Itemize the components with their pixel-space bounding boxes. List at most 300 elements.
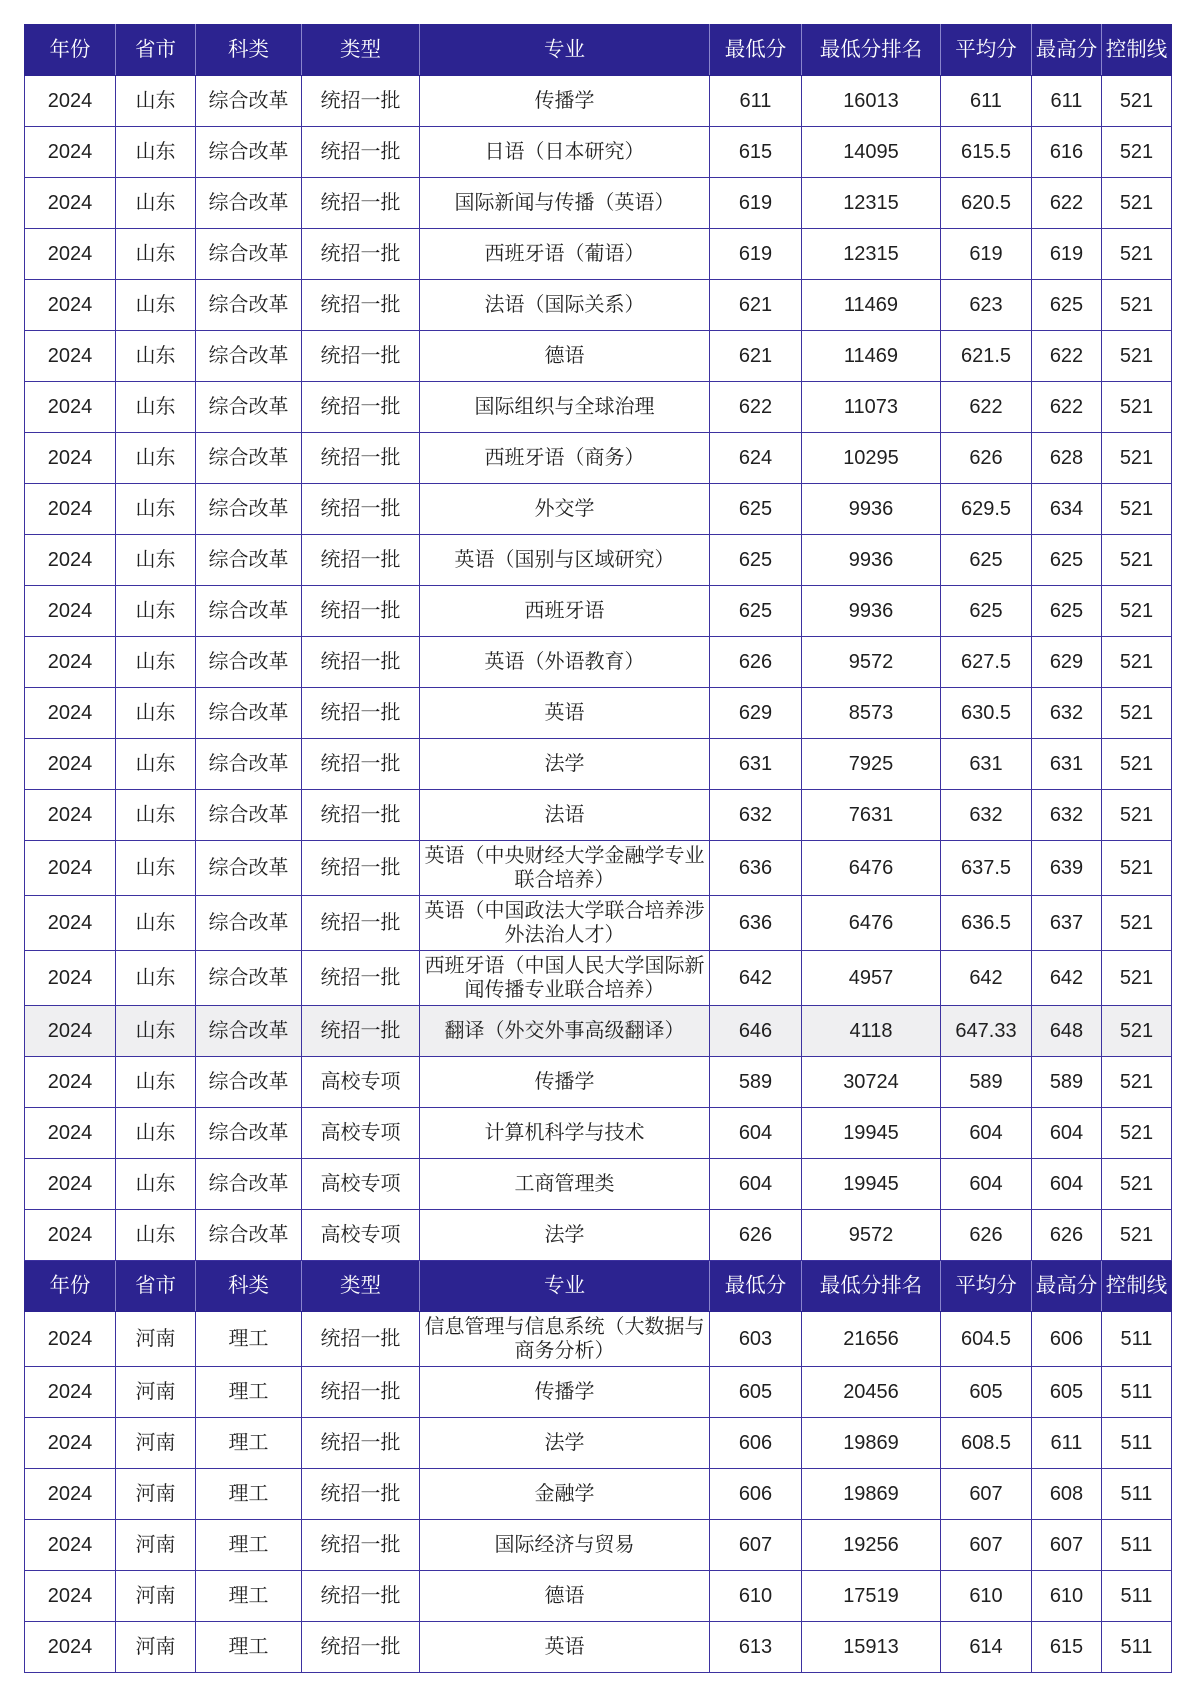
cell-province: 山东 xyxy=(116,433,196,484)
column-header-control-line: 控制线 xyxy=(1102,1261,1172,1312)
cell-min-rank: 19869 xyxy=(802,1469,941,1520)
cell-control-line: 521 xyxy=(1102,841,1172,896)
cell-min-score: 621 xyxy=(710,280,802,331)
cell-major: 翻译（外交外事高级翻译） xyxy=(420,1006,710,1057)
cell-control-line: 521 xyxy=(1102,586,1172,637)
cell-year: 2024 xyxy=(25,1006,116,1057)
table-row xyxy=(25,586,1172,637)
cell-category: 综合改革 xyxy=(196,382,302,433)
cell-major: 传播学 xyxy=(420,1367,710,1418)
cell-min-score: 606 xyxy=(710,1469,802,1520)
table-row xyxy=(25,535,1172,586)
cell-major: 国际新闻与传播（英语） xyxy=(420,178,710,229)
column-header-min-score: 最低分 xyxy=(710,1261,802,1312)
cell-control-line: 521 xyxy=(1102,951,1172,1006)
cell-control-line: 521 xyxy=(1102,229,1172,280)
cell-batch-type: 统招一批 xyxy=(302,1367,420,1418)
cell-min-score: 605 xyxy=(710,1367,802,1418)
cell-max-score: 615 xyxy=(1032,1622,1102,1673)
cell-batch-type: 高校专项 xyxy=(302,1057,420,1108)
cell-category: 综合改革 xyxy=(196,586,302,637)
cell-min-rank: 14095 xyxy=(802,127,941,178)
cell-avg-score: 614 xyxy=(941,1622,1032,1673)
cell-max-score: 616 xyxy=(1032,127,1102,178)
cell-batch-type: 高校专项 xyxy=(302,1210,420,1261)
admission-score-table xyxy=(24,24,1172,1673)
cell-year: 2024 xyxy=(25,178,116,229)
cell-major: 计算机科学与技术 xyxy=(420,1108,710,1159)
cell-max-score: 611 xyxy=(1032,76,1102,127)
column-header-year: 年份 xyxy=(25,25,116,76)
cell-avg-score: 637.5 xyxy=(941,841,1032,896)
cell-major: 西班牙语（葡语） xyxy=(420,229,710,280)
column-header-major: 专业 xyxy=(420,1261,710,1312)
cell-year: 2024 xyxy=(25,1571,116,1622)
cell-min-score: 610 xyxy=(710,1571,802,1622)
table-row xyxy=(25,1159,1172,1210)
cell-avg-score: 630.5 xyxy=(941,688,1032,739)
cell-batch-type: 统招一批 xyxy=(302,76,420,127)
cell-major: 法学 xyxy=(420,1418,710,1469)
cell-category: 综合改革 xyxy=(196,127,302,178)
cell-year: 2024 xyxy=(25,1622,116,1673)
cell-min-score: 642 xyxy=(710,951,802,1006)
cell-max-score: 610 xyxy=(1032,1571,1102,1622)
cell-province: 山东 xyxy=(116,739,196,790)
cell-batch-type: 统招一批 xyxy=(302,178,420,229)
cell-year: 2024 xyxy=(25,76,116,127)
cell-control-line: 521 xyxy=(1102,280,1172,331)
table-row xyxy=(25,484,1172,535)
cell-category: 理工 xyxy=(196,1469,302,1520)
cell-control-line: 521 xyxy=(1102,637,1172,688)
cell-year: 2024 xyxy=(25,896,116,951)
cell-max-score: 632 xyxy=(1032,688,1102,739)
cell-avg-score: 605 xyxy=(941,1367,1032,1418)
cell-min-rank: 10295 xyxy=(802,433,941,484)
column-header-avg-score: 平均分 xyxy=(941,25,1032,76)
cell-major: 信息管理与信息系统（大数据与商务分析） xyxy=(420,1312,710,1367)
cell-major: 德语 xyxy=(420,1571,710,1622)
cell-major: 传播学 xyxy=(420,76,710,127)
cell-year: 2024 xyxy=(25,841,116,896)
cell-control-line: 521 xyxy=(1102,1159,1172,1210)
cell-control-line: 521 xyxy=(1102,896,1172,951)
table-row xyxy=(25,229,1172,280)
table-row xyxy=(25,688,1172,739)
cell-category: 综合改革 xyxy=(196,331,302,382)
cell-min-rank: 20456 xyxy=(802,1367,941,1418)
table-row xyxy=(25,331,1172,382)
cell-max-score: 629 xyxy=(1032,637,1102,688)
cell-year: 2024 xyxy=(25,484,116,535)
cell-category: 综合改革 xyxy=(196,951,302,1006)
cell-control-line: 521 xyxy=(1102,739,1172,790)
cell-batch-type: 统招一批 xyxy=(302,382,420,433)
cell-avg-score: 615.5 xyxy=(941,127,1032,178)
cell-province: 山东 xyxy=(116,280,196,331)
cell-province: 山东 xyxy=(116,127,196,178)
cell-avg-score: 589 xyxy=(941,1057,1032,1108)
cell-min-score: 613 xyxy=(710,1622,802,1673)
cell-min-score: 604 xyxy=(710,1108,802,1159)
cell-control-line: 511 xyxy=(1102,1622,1172,1673)
column-header-avg-score: 平均分 xyxy=(941,1261,1032,1312)
table-header-row xyxy=(25,25,1172,76)
cell-year: 2024 xyxy=(25,790,116,841)
cell-province: 河南 xyxy=(116,1418,196,1469)
cell-province: 山东 xyxy=(116,1006,196,1057)
cell-province: 山东 xyxy=(116,178,196,229)
cell-min-rank: 19945 xyxy=(802,1159,941,1210)
cell-min-score: 606 xyxy=(710,1418,802,1469)
cell-province: 山东 xyxy=(116,841,196,896)
cell-batch-type: 统招一批 xyxy=(302,1469,420,1520)
cell-control-line: 511 xyxy=(1102,1469,1172,1520)
cell-min-rank: 9936 xyxy=(802,484,941,535)
cell-min-score: 636 xyxy=(710,896,802,951)
cell-min-rank: 8573 xyxy=(802,688,941,739)
cell-major: 德语 xyxy=(420,331,710,382)
cell-province: 山东 xyxy=(116,1108,196,1159)
cell-min-score: 603 xyxy=(710,1312,802,1367)
cell-province: 山东 xyxy=(116,229,196,280)
cell-max-score: 605 xyxy=(1032,1367,1102,1418)
cell-min-score: 625 xyxy=(710,484,802,535)
table-row xyxy=(25,1312,1172,1367)
cell-province: 山东 xyxy=(116,484,196,535)
cell-category: 综合改革 xyxy=(196,790,302,841)
table-section xyxy=(25,1261,1172,1673)
cell-batch-type: 统招一批 xyxy=(302,896,420,951)
cell-control-line: 521 xyxy=(1102,76,1172,127)
cell-min-score: 611 xyxy=(710,76,802,127)
column-header-min-score: 最低分 xyxy=(710,25,802,76)
cell-category: 理工 xyxy=(196,1312,302,1367)
cell-min-score: 625 xyxy=(710,586,802,637)
cell-min-rank: 17519 xyxy=(802,1571,941,1622)
cell-province: 山东 xyxy=(116,688,196,739)
cell-province: 河南 xyxy=(116,1520,196,1571)
cell-year: 2024 xyxy=(25,1210,116,1261)
cell-min-rank: 19256 xyxy=(802,1520,941,1571)
cell-batch-type: 统招一批 xyxy=(302,1006,420,1057)
cell-max-score: 622 xyxy=(1032,382,1102,433)
cell-min-rank: 7631 xyxy=(802,790,941,841)
cell-avg-score: 625 xyxy=(941,586,1032,637)
cell-min-rank: 9936 xyxy=(802,535,941,586)
cell-major: 英语（中国政法大学联合培养涉外法治人才） xyxy=(420,896,710,951)
cell-major: 英语 xyxy=(420,688,710,739)
cell-max-score: 604 xyxy=(1032,1159,1102,1210)
cell-year: 2024 xyxy=(25,1159,116,1210)
cell-major: 英语（外语教育） xyxy=(420,637,710,688)
cell-min-rank: 6476 xyxy=(802,841,941,896)
cell-control-line: 521 xyxy=(1102,1006,1172,1057)
cell-min-score: 624 xyxy=(710,433,802,484)
cell-batch-type: 统招一批 xyxy=(302,586,420,637)
cell-min-rank: 6476 xyxy=(802,896,941,951)
cell-batch-type: 统招一批 xyxy=(302,433,420,484)
cell-category: 综合改革 xyxy=(196,1108,302,1159)
cell-province: 山东 xyxy=(116,896,196,951)
cell-control-line: 521 xyxy=(1102,535,1172,586)
cell-category: 综合改革 xyxy=(196,178,302,229)
cell-min-rank: 11073 xyxy=(802,382,941,433)
cell-avg-score: 623 xyxy=(941,280,1032,331)
cell-category: 综合改革 xyxy=(196,229,302,280)
cell-avg-score: 647.33 xyxy=(941,1006,1032,1057)
cell-year: 2024 xyxy=(25,739,116,790)
cell-batch-type: 统招一批 xyxy=(302,535,420,586)
table-row xyxy=(25,1210,1172,1261)
cell-category: 理工 xyxy=(196,1571,302,1622)
cell-max-score: 648 xyxy=(1032,1006,1102,1057)
cell-category: 综合改革 xyxy=(196,896,302,951)
cell-batch-type: 高校专项 xyxy=(302,1108,420,1159)
table-row xyxy=(25,739,1172,790)
cell-year: 2024 xyxy=(25,535,116,586)
table-row xyxy=(25,76,1172,127)
table-row xyxy=(25,1108,1172,1159)
table-row xyxy=(25,896,1172,951)
table-section xyxy=(25,25,1172,1261)
cell-control-line: 521 xyxy=(1102,433,1172,484)
cell-batch-type: 统招一批 xyxy=(302,1312,420,1367)
cell-major: 法语（国际关系） xyxy=(420,280,710,331)
cell-category: 综合改革 xyxy=(196,688,302,739)
cell-avg-score: 611 xyxy=(941,76,1032,127)
cell-control-line: 521 xyxy=(1102,484,1172,535)
cell-min-score: 632 xyxy=(710,790,802,841)
cell-max-score: 589 xyxy=(1032,1057,1102,1108)
cell-major: 法语 xyxy=(420,790,710,841)
cell-max-score: 626 xyxy=(1032,1210,1102,1261)
cell-min-rank: 19945 xyxy=(802,1108,941,1159)
cell-major: 西班牙语（商务） xyxy=(420,433,710,484)
cell-major: 国际经济与贸易 xyxy=(420,1520,710,1571)
cell-category: 综合改革 xyxy=(196,841,302,896)
cell-major: 法学 xyxy=(420,739,710,790)
cell-min-score: 625 xyxy=(710,535,802,586)
cell-major: 外交学 xyxy=(420,484,710,535)
cell-avg-score: 619 xyxy=(941,229,1032,280)
cell-avg-score: 625 xyxy=(941,535,1032,586)
cell-max-score: 632 xyxy=(1032,790,1102,841)
cell-province: 山东 xyxy=(116,331,196,382)
cell-major: 西班牙语 xyxy=(420,586,710,637)
cell-min-rank: 12315 xyxy=(802,229,941,280)
table-row xyxy=(25,1469,1172,1520)
cell-major: 工商管理类 xyxy=(420,1159,710,1210)
cell-major: 传播学 xyxy=(420,1057,710,1108)
cell-batch-type: 统招一批 xyxy=(302,331,420,382)
cell-province: 河南 xyxy=(116,1469,196,1520)
cell-min-score: 604 xyxy=(710,1159,802,1210)
cell-year: 2024 xyxy=(25,1312,116,1367)
cell-avg-score: 629.5 xyxy=(941,484,1032,535)
cell-batch-type: 统招一批 xyxy=(302,484,420,535)
column-header-max-score: 最高分 xyxy=(1032,25,1102,76)
cell-avg-score: 604 xyxy=(941,1108,1032,1159)
table-row xyxy=(25,280,1172,331)
cell-min-score: 636 xyxy=(710,841,802,896)
cell-min-rank: 30724 xyxy=(802,1057,941,1108)
cell-max-score: 607 xyxy=(1032,1520,1102,1571)
cell-province: 河南 xyxy=(116,1571,196,1622)
cell-max-score: 622 xyxy=(1032,178,1102,229)
column-header-category: 科类 xyxy=(196,25,302,76)
cell-min-score: 626 xyxy=(710,637,802,688)
cell-batch-type: 高校专项 xyxy=(302,1159,420,1210)
cell-min-rank: 9572 xyxy=(802,1210,941,1261)
cell-max-score: 622 xyxy=(1032,331,1102,382)
cell-avg-score: 632 xyxy=(941,790,1032,841)
cell-province: 山东 xyxy=(116,790,196,841)
cell-avg-score: 620.5 xyxy=(941,178,1032,229)
cell-avg-score: 636.5 xyxy=(941,896,1032,951)
cell-min-rank: 7925 xyxy=(802,739,941,790)
cell-min-rank: 16013 xyxy=(802,76,941,127)
table-row xyxy=(25,1418,1172,1469)
table-row xyxy=(25,790,1172,841)
cell-control-line: 521 xyxy=(1102,1108,1172,1159)
cell-category: 综合改革 xyxy=(196,739,302,790)
cell-batch-type: 统招一批 xyxy=(302,688,420,739)
table-row xyxy=(25,127,1172,178)
cell-control-line: 511 xyxy=(1102,1367,1172,1418)
column-header-major: 专业 xyxy=(420,25,710,76)
table-row xyxy=(25,951,1172,1006)
column-header-max-score: 最高分 xyxy=(1032,1261,1102,1312)
cell-min-score: 626 xyxy=(710,1210,802,1261)
cell-year: 2024 xyxy=(25,127,116,178)
cell-min-score: 646 xyxy=(710,1006,802,1057)
cell-control-line: 521 xyxy=(1102,178,1172,229)
cell-category: 综合改革 xyxy=(196,1006,302,1057)
cell-batch-type: 统招一批 xyxy=(302,739,420,790)
cell-year: 2024 xyxy=(25,1418,116,1469)
cell-min-rank: 21656 xyxy=(802,1312,941,1367)
cell-batch-type: 统招一批 xyxy=(302,1520,420,1571)
column-header-min-rank: 最低分排名 xyxy=(802,25,941,76)
cell-max-score: 604 xyxy=(1032,1108,1102,1159)
cell-category: 综合改革 xyxy=(196,484,302,535)
cell-max-score: 634 xyxy=(1032,484,1102,535)
cell-control-line: 511 xyxy=(1102,1571,1172,1622)
cell-batch-type: 统招一批 xyxy=(302,790,420,841)
cell-year: 2024 xyxy=(25,280,116,331)
cell-batch-type: 统招一批 xyxy=(302,1418,420,1469)
column-header-batch-type: 类型 xyxy=(302,25,420,76)
column-header-min-rank: 最低分排名 xyxy=(802,1261,941,1312)
cell-province: 山东 xyxy=(116,535,196,586)
cell-major: 国际组织与全球治理 xyxy=(420,382,710,433)
cell-min-rank: 4118 xyxy=(802,1006,941,1057)
cell-province: 山东 xyxy=(116,76,196,127)
cell-max-score: 631 xyxy=(1032,739,1102,790)
table-row xyxy=(25,1057,1172,1108)
cell-min-score: 631 xyxy=(710,739,802,790)
cell-province: 山东 xyxy=(116,1210,196,1261)
cell-year: 2024 xyxy=(25,1057,116,1108)
cell-batch-type: 统招一批 xyxy=(302,127,420,178)
cell-max-score: 642 xyxy=(1032,951,1102,1006)
cell-province: 山东 xyxy=(116,951,196,1006)
cell-min-rank: 9936 xyxy=(802,586,941,637)
cell-province: 山东 xyxy=(116,637,196,688)
cell-year: 2024 xyxy=(25,382,116,433)
table-row xyxy=(25,1622,1172,1673)
column-header-control-line: 控制线 xyxy=(1102,25,1172,76)
cell-control-line: 521 xyxy=(1102,688,1172,739)
cell-avg-score: 626 xyxy=(941,1210,1032,1261)
cell-max-score: 625 xyxy=(1032,280,1102,331)
table-header-row xyxy=(25,1261,1172,1312)
cell-year: 2024 xyxy=(25,688,116,739)
column-header-year: 年份 xyxy=(25,1261,116,1312)
column-header-province: 省市 xyxy=(116,25,196,76)
cell-min-rank: 4957 xyxy=(802,951,941,1006)
cell-control-line: 521 xyxy=(1102,1057,1172,1108)
cell-avg-score: 622 xyxy=(941,382,1032,433)
cell-province: 山东 xyxy=(116,1057,196,1108)
cell-min-score: 615 xyxy=(710,127,802,178)
cell-min-score: 589 xyxy=(710,1057,802,1108)
cell-category: 理工 xyxy=(196,1418,302,1469)
cell-min-rank: 15913 xyxy=(802,1622,941,1673)
cell-min-rank: 11469 xyxy=(802,280,941,331)
cell-max-score: 628 xyxy=(1032,433,1102,484)
cell-major: 西班牙语（中国人民大学国际新闻传播专业联合培养） xyxy=(420,951,710,1006)
cell-min-score: 607 xyxy=(710,1520,802,1571)
cell-max-score: 639 xyxy=(1032,841,1102,896)
cell-min-rank: 19869 xyxy=(802,1418,941,1469)
cell-category: 综合改革 xyxy=(196,637,302,688)
cell-avg-score: 607 xyxy=(941,1520,1032,1571)
cell-max-score: 619 xyxy=(1032,229,1102,280)
cell-avg-score: 608.5 xyxy=(941,1418,1032,1469)
cell-avg-score: 626 xyxy=(941,433,1032,484)
cell-min-score: 619 xyxy=(710,178,802,229)
cell-avg-score: 627.5 xyxy=(941,637,1032,688)
cell-min-score: 619 xyxy=(710,229,802,280)
cell-control-line: 511 xyxy=(1102,1312,1172,1367)
cell-avg-score: 610 xyxy=(941,1571,1032,1622)
cell-control-line: 521 xyxy=(1102,127,1172,178)
cell-category: 理工 xyxy=(196,1367,302,1418)
cell-control-line: 521 xyxy=(1102,790,1172,841)
cell-year: 2024 xyxy=(25,1520,116,1571)
table-row xyxy=(25,1571,1172,1622)
cell-province: 河南 xyxy=(116,1312,196,1367)
cell-control-line: 521 xyxy=(1102,331,1172,382)
cell-category: 综合改革 xyxy=(196,76,302,127)
cell-avg-score: 607 xyxy=(941,1469,1032,1520)
cell-category: 综合改革 xyxy=(196,1210,302,1261)
column-header-category: 科类 xyxy=(196,1261,302,1312)
cell-avg-score: 604.5 xyxy=(941,1312,1032,1367)
cell-province: 山东 xyxy=(116,382,196,433)
cell-max-score: 637 xyxy=(1032,896,1102,951)
cell-province: 山东 xyxy=(116,1159,196,1210)
cell-batch-type: 统招一批 xyxy=(302,1622,420,1673)
table-row xyxy=(25,841,1172,896)
cell-avg-score: 604 xyxy=(941,1159,1032,1210)
cell-control-line: 511 xyxy=(1102,1418,1172,1469)
cell-category: 综合改革 xyxy=(196,535,302,586)
column-header-batch-type: 类型 xyxy=(302,1261,420,1312)
